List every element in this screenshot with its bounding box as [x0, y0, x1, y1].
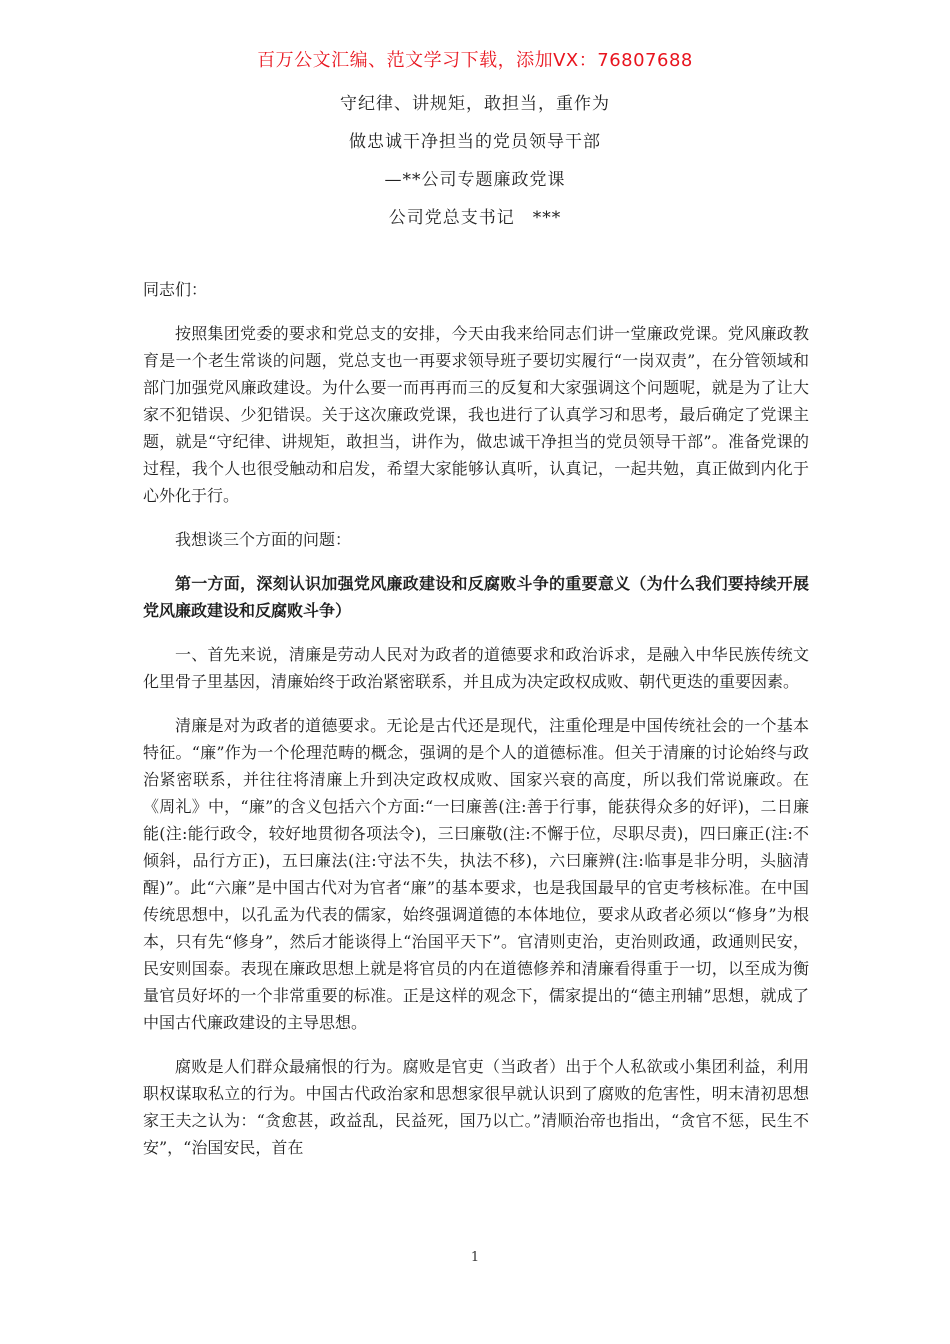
document-body — [143, 276, 809, 1178]
title-line-1: 守纪律、讲规矩，敢担当，重作为 — [340, 94, 610, 114]
paragraph-integrity: 清廉是对为政者的道德要求。无论是古代还是现代，注重伦理是中国传统社会的一个基本特征。“廉”作为一个伦理范畴的概念，强调的是个人的道德标准。但关于清廉的讨论始终与政治紧密联系，并往往将清廉上升到决定政权成败、国家兴衰的高度，所以我们常说廉政。在《周礼》中，“廉”的含义包括六个方面:“一曰廉善(注:善于行事，能获得众多的好评)，二日廉能(注:能行政令，较好地贯彻各项法令)，三曰廉敬(注:不懈于位，尽职尽责)，四曰廉正(注:不倾斜，品行方正)，五曰廉法(注:守法不失，执法不移)，六曰廉辨(注:临事是非分明，头脑清醒)”。此“六廉”是中国古代对为官者“廉”的基本要求，也是我国最早的官吏考核标准。在中国传统思想中，以孔孟为代表的儒家，始终强调道德的本体地位，要求从政者必须以“修身”为根本，只有先“修身”，然后才能谈得上“治国平天下”。官清则吏治，吏治则政通，政通则民安，民安则国泰。表现在廉政思想上就是将官员的内在道德修养和清廉看得重于一切，以至成为衡量官员好坏的一个非常重要的标准。正是这样的观念下，儒家提出的“德主刑辅”思想，就成了中国古代廉政建设的主导思想。 — [143, 716, 809, 1032]
section-heading-1: 第一方面，深刻认识加强党风廉政建设和反腐败斗争的重要意义（为什么我们要持续开展党风廉政建设和反腐败斗争） — [143, 574, 809, 620]
page-number: 1 — [470, 1250, 480, 1265]
title-line-2: 做忠诚干净担当的党员领导干部 — [349, 132, 601, 152]
subtitle: —**公司专题廉政党课 — [384, 170, 566, 190]
paragraph-corruption: 腐败是人们群众最痛恨的行为。腐败是官吏（当政者）出于个人私欲或小集团利益，利用职权谋取私立的行为。中国古代政治家和思想家很早就认识到了腐败的危害性，明末清初思想家王夫之认为：“贪愈甚，政益乱，民益死，国乃以亡。”清顺治帝也指出，“贪官不惩，民生不安”，“治国安民，首在 — [143, 1057, 809, 1157]
paragraph-outline: 我想谈三个方面的问题： — [175, 530, 352, 549]
author-line: 公司党总支书记 *** — [388, 208, 562, 228]
salutation: 同志们： — [143, 280, 208, 299]
paragraph-point-1: 一、首先来说，清廉是劳动人民对为政者的道德要求和政治诉求，是融入中华民族传统文化里骨子里基因，清廉始终于政治紧密联系，并且成为决定政权成败、朝代更迭的重要因素。 — [143, 645, 809, 691]
paragraph-intro: 按照集团党委的要求和党总支的安排，今天由我来给同志们讲一堂廉政党课。党风廉政教育是一个老生常谈的问题，党总支也一再要求领导班子要切实履行“一岗双责”，在分管领域和部门加强党风廉政建设。为什么要一而再再而三的反复和大家强调这个问题呢，就是为了让大家不犯错误、少犯错误。关于这次廉政党课，我也进行了认真学习和思考，最后确定了党课主题，就是“守纪律、讲规矩，敢担当，讲作为，做忠诚干净担当的党员领导干部”。准备党课的过程，我个人也很受触动和启发，希望大家能够认真听，认真记，一起共勉，真正做到内化于心外化于行。 — [143, 324, 809, 505]
promo-banner: 百万公文汇编、范文学习下载，添加VX：76807688 — [257, 50, 693, 71]
